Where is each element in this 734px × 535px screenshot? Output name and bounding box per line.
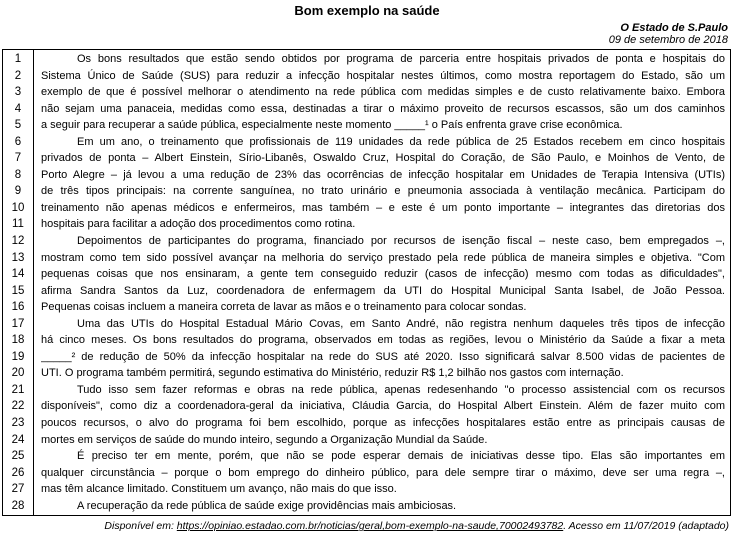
text-line: UTI. O programa também permitirá, segundo estimativa do Ministério, reduzir R$ 1,2 bilhão nos gastos com internação.: [41, 367, 624, 380]
page-title: Bom exemplo na saúde: [294, 3, 440, 18]
line-number: 16: [11, 301, 25, 314]
line-numbers-column: [3, 50, 34, 515]
line-number: 21: [11, 383, 25, 396]
text-line: a seguir para recuperar a saúde pública, especialmente neste momento _____¹ o País enfrenta grave crise econômica.: [41, 119, 623, 132]
line-number: 22: [11, 400, 25, 413]
line-number: 10: [11, 201, 25, 214]
text-line: qualquer circunstância – porque o bom emprego do dinheiro público, para dele sempre tirar o máximo, deve ser uma regra –,: [41, 466, 725, 479]
citation: [0, 516, 734, 532]
source-date: 09 de setembro de 2018: [608, 34, 728, 46]
text-table: [2, 49, 731, 516]
line-number: 26: [11, 466, 25, 479]
line-number: 9: [14, 185, 22, 198]
line-number: 19: [11, 350, 25, 363]
line-number: 8: [14, 168, 22, 181]
line-number: 28: [11, 499, 25, 512]
line-number: 12: [11, 235, 25, 248]
text-line: poucos recursos, o alvo do programa foi bem escolhido, porque as infecções hospitalares estão entre as principais causas de: [41, 417, 725, 430]
text-line: A recuperação da rede pública de saúde exige providências mais ambiciosas.: [77, 499, 457, 512]
text-line: não sejam uma panaceia, medidas como essa, destinadas a tirar o máximo proveito de recursos escassos, são um dos caminhos: [41, 102, 725, 115]
text-line: Os bons resultados que estão sendo obtidos por programa de parceria entre hospitais privados de ponta e hospitais do: [77, 53, 725, 65]
line-number: 27: [11, 483, 25, 496]
text-line: exemplo de que é possível melhorar o atendimento na rede pública com medidas simples e de custo relativamente baixo. Embora: [41, 86, 725, 99]
text-line: hospitais para facilitar a adoção dos procedimentos como rotina.: [41, 218, 356, 231]
text-line: _____² de redução de 50% da infecção hospitalar na rede do SUS até 2020. Isso significará salvar 8.500 vidas de pacientes de: [41, 350, 725, 363]
text-line: Em um ano, o treinamento que profissionais de 119 unidades da rede pública de 25 Estados recebem em cinco hospitais: [77, 135, 725, 148]
line-number: 25: [11, 450, 25, 463]
citation-link[interactable]: https://opiniao.estadao.com.br/noticias/geral,bom-exemplo-na-saude,70002493782: [176, 520, 564, 533]
line-number: 24: [11, 433, 25, 446]
line-number: 3: [14, 86, 22, 99]
line-number: 11: [12, 218, 24, 231]
text-line: mostram como tem sido possível avançar na melhoria do serviço prestado pela rede pública de maneira simples e objetiva. "Com: [41, 251, 725, 264]
text-line: de três tipos principais: na corrente sanguínea, no trato urinário e pneumonia associada à ventilação mecânica. Participam do: [41, 185, 725, 198]
line-number: 6: [14, 135, 22, 148]
text-line: Tudo isso sem fazer reformas e obras na rede pública, apenas redesenhando "o processo assistencial com os recursos: [77, 383, 725, 396]
text-line: há cinco meses. Os bons resultados do programa, observados em todas as regiões, levou o Ministério da Saúde a fixar a meta: [41, 334, 725, 347]
text-lines-column: [34, 50, 730, 515]
text-line: pequenas coisas que nos ensinaram, a gente tem conseguido reduzir (casos de infecção) mesmo com todas as dificuldades",: [41, 268, 725, 281]
line-number: 18: [11, 334, 25, 347]
text-line: treinamento não apenas médicos e enfermeiros, mas também – e este é um ponto importante – integrantes das diretorias dos: [41, 201, 725, 214]
text-line: mortes em serviços de saúde do mundo inteiro, segundo a Organização Mundial da Saúde.: [41, 433, 488, 446]
line-number: 13: [11, 251, 25, 264]
line-number: 20: [11, 367, 25, 380]
text-line: afirma Sandra Santos da Luz, coordenadora de enfermagem da UTI do Hospital Municipal Santa Isabel, de João Pessoa.: [41, 284, 725, 297]
text-line: Sistema Único de Saúde (SUS) para reduzir a infecção hospitalar nestes últimos, como mostra reportagem do Estado, são um: [41, 69, 725, 82]
line-number: 7: [14, 152, 22, 165]
text-line: É preciso ter em mente, porém, que não se pode esperar demais de iniciativas desse tipo. Elas são importantes em: [77, 450, 725, 463]
text-line: Porto Alegre – já levou a uma redução de 23% das ocorrências de infecção hospitalar em Unidades de Terapia Intensiva (UTIs): [41, 168, 725, 181]
citation-suffix: . Acesso em 11/07/2019 (adaptado): [563, 520, 729, 533]
text-line: mas têm alcance limitado. Constituem um avanço, não mais do que isso.: [41, 483, 397, 496]
citation-prefix: Disponível em:: [104, 520, 177, 533]
line-number: 5: [14, 119, 22, 132]
line-number: 23: [11, 417, 25, 430]
line-number: 17: [11, 317, 25, 330]
text-line: Uma das UTIs do Hospital Estadual Mário Covas, em Santo André, não registra nenhum daqueles três tipos de infecção: [77, 317, 725, 330]
text-line: disponíveis", como diz a coordenadora-geral da iniciativa, Cláudia Garcia, do Hospital Albert Einstein. Além de fazer muito com: [41, 400, 725, 413]
line-number: 1: [14, 53, 22, 65]
text-line: Depoimentos de participantes do programa, financiado por recursos de isenção fiscal – neste caso, bem empregados –,: [77, 235, 725, 248]
line-number: 14: [11, 268, 25, 281]
line-number: 4: [14, 102, 22, 115]
line-number: 2: [14, 69, 22, 82]
line-number: 15: [11, 284, 25, 297]
source-name: O Estado de S.Paulo: [620, 22, 728, 34]
text-line: privados de ponta – Albert Einstein, Sírio-Libanês, Oswaldo Cruz, Hospital do Coração, de São Paulo, e Moinhos de Vento, de: [41, 152, 725, 165]
text-line: Pequenas coisas incluem a maneira correta de lavar as mãos e o treinamento para colocar sondas.: [41, 301, 527, 314]
